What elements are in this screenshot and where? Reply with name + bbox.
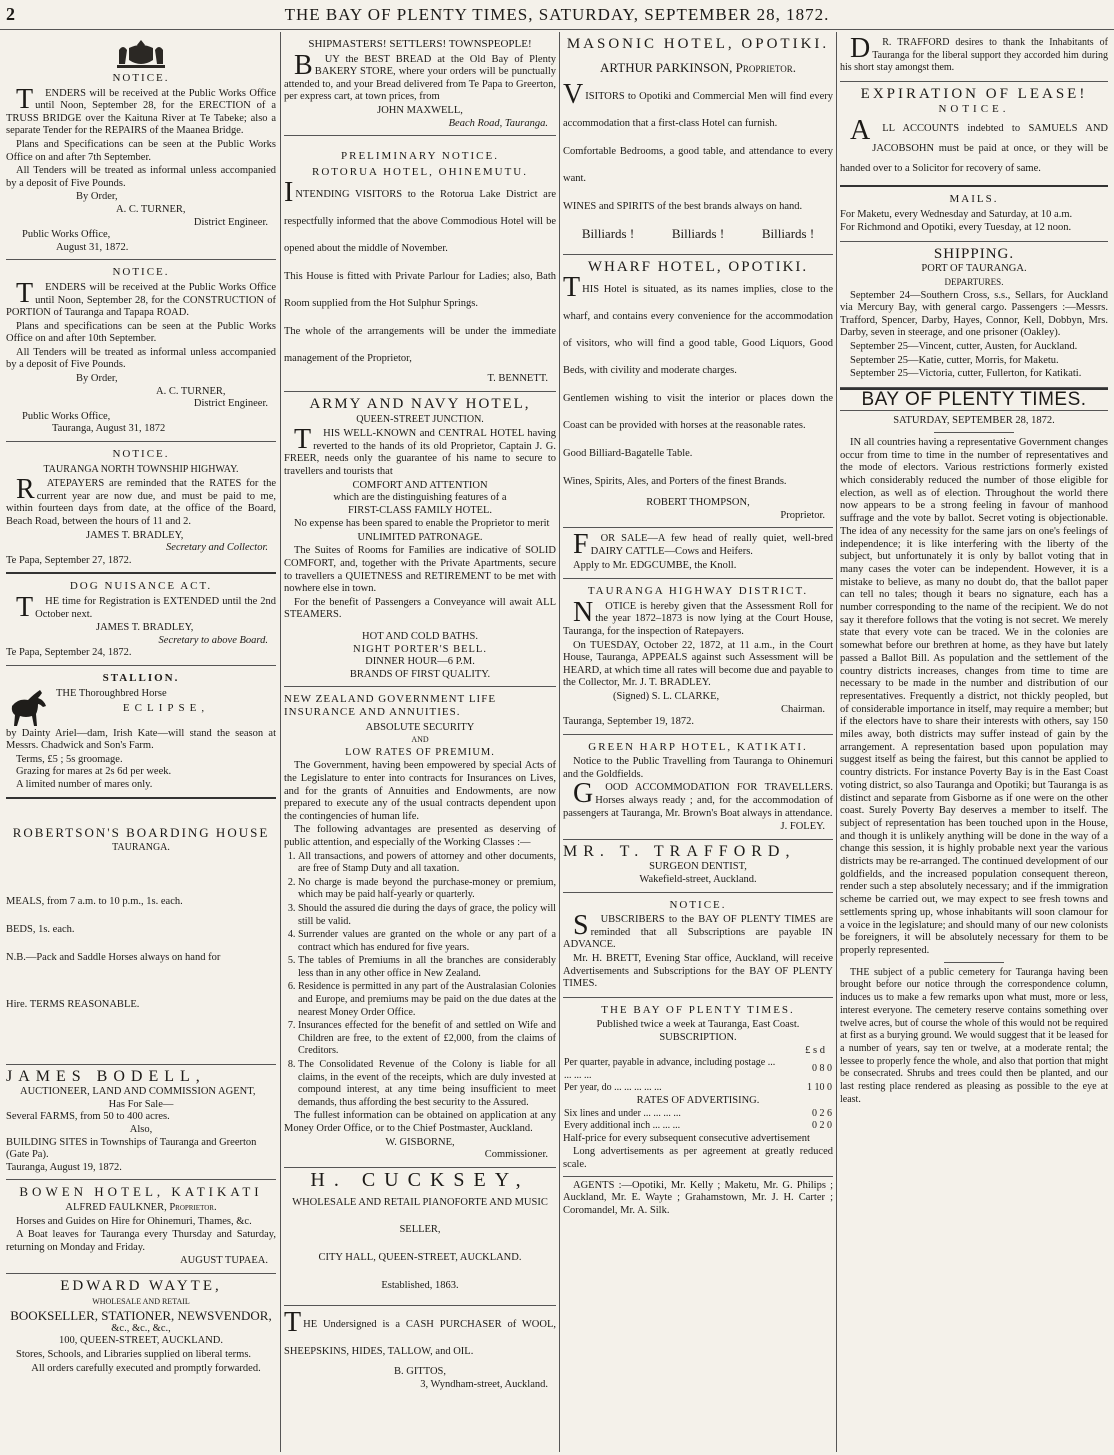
rates-heading: RATES OF ADVERTISING. [636, 1094, 760, 1106]
highway-signed: (Signed) S. L. CLARKE, [613, 690, 720, 702]
army-body: No expense has been spared to enable the Proprietor to merit [294, 518, 550, 530]
bakery-heading: SHIPMASTERS! SETTLERS! TOWNSPEOPLE! [308, 38, 532, 50]
notice-heading: NOTICE. [669, 898, 727, 911]
army-which: which are the distinguishing features of a [333, 492, 507, 504]
bodell-role: AUCTIONEER, LAND AND COMMISSION AGENT, [20, 1086, 256, 1098]
greenharp-heading: GREEN HARP HOTEL, KATIKATI. [588, 740, 808, 753]
masonic-heading: MASONIC HOTEL, OPOTIKI. [566, 36, 830, 52]
nzlife-heading: NEW ZEALAND GOVERNMENT LIFE INSURANCE AND ANNUITIES. [284, 693, 497, 718]
bowen-prop: ALFRED FAULKNER, Proprietor. [65, 1202, 217, 1214]
nzlife-role: Commissioner. [484, 1149, 548, 1161]
rotorua-name: ROTORUA HOTEL, OHINEMUTU. [311, 165, 528, 178]
signer-role: Secretary to above Board. [158, 634, 268, 646]
billiards-label: Billiards ! [581, 226, 635, 242]
rotorua-body: INTENDING VISITORS to the Rotorua Lake District are respectfully informed that the above Commodious Hotel will be opened about the middle of November. [284, 177, 556, 255]
billiards-row [563, 228, 833, 241]
army-dinner: DINNER HOUR—6 P.M. [365, 656, 475, 668]
boarding-nb: N.B.—Pack and Saddle Horses always on hand for [6, 951, 221, 963]
notice-body: All Tenders will be treated as informal unless accompanied by a deposit of Five Pounds. [6, 165, 276, 189]
cucksey-est: Established, 1863. [381, 1280, 459, 1292]
masonic-body: Comfortable Bedrooms, a good table, and attendance to every want. [563, 146, 833, 185]
gittos-addr: 3, Wyndham-street, Auckland. [420, 1378, 548, 1390]
table-row [563, 1082, 833, 1095]
list-item: 2. No charge is made beyond the purchase-money or premium, which may be paid half-yearly or quarterly. [298, 877, 556, 902]
army-heading: ARMY AND NAVY HOTEL, [309, 395, 531, 412]
wayte-heading: EDWARD WAYTE, [60, 1278, 222, 1294]
by-order: By Order, [76, 373, 118, 385]
terms-long: Long advertisements as per agreement at greatly reduced scale. [563, 1146, 833, 1170]
editorial-body: THE subject of a public cemetery for Tauranga having been brought before our notice through the correspondence column, induces us to make a few remarks upon what must, more or less, interest everyone. The cemetery reserve contains something over twelve acres, but of course the whole of this would not be required at first as a burying ground. We would suggest that it be leased for a number of years, say ten or twelve, at a moderate rental; the lessee to properly fence the whole, and also that portion that might be consecrated. Shrubs and trees could then be planted, and our last resting place rendered as pleasing as possible to the eye at least. [840, 966, 1108, 1105]
cucksey-ad [284, 1168, 556, 1307]
subscription-table [563, 1057, 833, 1095]
nzlife-body: The fullest information can be obtained on application at any Money Order Office, or to the Chief Postmaster, Auckland. [284, 1110, 556, 1134]
notice-heading: NOTICE. [112, 72, 170, 84]
dog-nuisance-notice [6, 574, 276, 666]
shipping-dep: DEPARTURES. [944, 276, 1004, 287]
editorial-title: BAY OF PLENTY TIMES. [861, 388, 1087, 410]
notice-body: Mr. H. BRETT, Evening Star office, Auckland, will receive Advertisements and Subscriptions for the BAY OF PLENTY TIMES. [563, 953, 833, 990]
office: Public Works Office, [22, 229, 111, 241]
bakery-ad [284, 32, 556, 136]
stallion-terms: Terms, £5 ; 5s groomage. [16, 753, 123, 765]
list-item: 1. All transactions, and powers of attorney and other documents, are free of Stamp Duty and all taxation. [298, 851, 556, 876]
masonic-body: VISITORS to Opotiki and Commercial Men will find every accommodation that a first-class Hotel can furnish. [563, 79, 833, 130]
forsale-apply: Apply to Mr. EDGCUMBE, the Knoll. [573, 559, 737, 571]
dairy-cattle-ad [563, 528, 833, 579]
forsale-body: FOR SALE—A few head of really quiet, well-bred DAIRY CATTLE—Cows and Heifers. [573, 529, 833, 561]
mails-line: For Maketu, every Wednesday and Saturday, at 10 a.m. [840, 208, 1073, 220]
nzlife-signer: W. GISBORNE, [385, 1136, 455, 1148]
shipping-departure: September 25—Vincent, cutter, Austen, for Auckland. [850, 340, 1078, 352]
notice-heading: NOTICE. [112, 266, 170, 279]
list-item: 4. Surrender values are granted on the whole or any part of a contract which has endured for five years. [298, 929, 556, 954]
cucksey-addr: CITY HALL, QUEEN-STREET, AUCKLAND. [318, 1252, 522, 1264]
notice-body: Plans and specifications can be seen at the Public Works Office on and after 10th September. [6, 320, 276, 345]
bowen-body: Horses and Guides on Hire for Ohinemuri, Thames, &c. [16, 1215, 252, 1227]
date: Te Papa, September 27, 1872. [6, 554, 132, 566]
bakery-addr: Beach Road, Tauranga. [448, 117, 548, 129]
shipping-departure: September 25—Victoria, cutter, Fullerton, for Katikati. [850, 368, 1082, 380]
signer: JAMES T. BRADLEY, [96, 622, 194, 634]
billiards-label: Billiards ! [671, 226, 725, 242]
wayte-body: All orders carefully executed and promptly forwarded. [31, 1362, 261, 1374]
nzlife-advantages [298, 851, 556, 1110]
stallion-name: ECLIPSE, [122, 702, 210, 715]
green-harp-hotel-ad [563, 735, 833, 840]
bakery-body: BUY the BEST BREAD at the Old Bay of Plenty BAKERY STORE, where your orders will be punctually attended to, and your Bread delivered from Te Papa to Greerton, per express cart, at town prices, from [284, 49, 556, 103]
terms-half: Half-price for every subsequent consecutive advertisement [563, 1132, 810, 1144]
notice-body: Plans and Specifications can be seen at the Public Works Office on and after 7th September. [6, 138, 276, 163]
masonic-prop: ARTHUR PARKINSON, Proprietor. [600, 59, 796, 75]
table-row [563, 1120, 833, 1133]
bodell-farms: Several FARMS, from 50 to 400 acres. [6, 1111, 170, 1123]
notice-body: TENDERS will be received at the Public Works Office until Noon, September 28, for the ERECTION of a TRUSS BRIDGE over the Kaituna River at Te Tabeke; also a separate Tender for the REPAIRS of the Maanea Bridge. [6, 83, 276, 137]
notice-body: TENDERS will be received at the Public Works Office until Noon, September 28, for the CONSTRUCTION of PORTION of Tauranga and Tapapa ROAD. [6, 277, 276, 319]
army-comfort: COMFORT AND ATTENTION [352, 479, 488, 491]
signer: A. C. TURNER, [116, 203, 186, 215]
army-first: FIRST-CLASS FAMILY HOTEL. [347, 504, 493, 516]
bakery-signer: JOHN MAXWELL, [377, 104, 463, 116]
lease-sub: NOTICE. [938, 103, 1010, 116]
highway-heading: TAURANGA HIGHWAY DISTRICT. [587, 585, 809, 598]
lease-body: ALL ACCOUNTS indebted to SAMUELS AND JACOBSOHN must be paid at once, or they will be handed over to a Solicitor for recovery of same. [840, 114, 1108, 174]
tender-notice-road [6, 260, 276, 442]
trafford-dentist-ad [563, 840, 833, 893]
trafford-thanks: DR. TRAFFORD desires to thank the Inhabitants of Tauranga for the liberal support they accorded him during his short stay amongst them. [840, 33, 1108, 74]
notice-body: SUBSCRIBERS to the BAY OF PLENTY TIMES are reminded that all Subscriptions are payable IN ADVANCE. [563, 910, 833, 951]
boarding-hire: Hire. TERMS REASONABLE. [6, 998, 140, 1010]
highway-date: Tauranga, September 19, 1872. [563, 716, 695, 728]
wharf-heading: WHARF HOTEL, OPOTIKI. [587, 258, 809, 275]
billiards-label: Billiards ! [761, 226, 815, 242]
table-cell: Six lines and under ... ... ... ... [564, 1107, 681, 1119]
mails-notice [840, 187, 1108, 242]
notice-body: RATEPAYERS are reminded that the RATES for the current year are now due, and must be paid to me, within fourteen days from date, at the office of the Board, Beach Road, between the hours of 11 and 2. [6, 474, 276, 527]
bowen-heading: BOWEN HOTEL, KATIKATI [19, 1184, 263, 1200]
army-body: The Suites of Rooms for Families are indicative of SOLID COMFORT, and, together with the Private Apartments, secure to travellers a QUIETNESS and RETIREMENT to be met with nowhere else in town. [284, 545, 556, 595]
greenharp-signer: J. FOLEY. [780, 821, 825, 833]
wharf-role: Proprietor. [780, 510, 825, 522]
masthead [0, 0, 1114, 30]
wharf-body: Good Billiard-Bagatelle Table. [563, 448, 693, 460]
bowen-signer: AUGUST TUPAEA. [180, 1255, 268, 1267]
column-rule [836, 32, 837, 1452]
table-cell: 0 8 0 [812, 1063, 832, 1075]
bodell-hasfor: Has For Sale— [108, 1098, 174, 1110]
boarding-house-ad [6, 799, 276, 1065]
list-item: 8. The Consolidated Revenue of the Colony is liable for all claims, in the event of the receipts, which are duly invested at compound interest, at any time being insufficient to meet demands, thus affording the best security to the Assured. [298, 1059, 556, 1109]
table-row [563, 1057, 833, 1082]
terms-agents: AGENTS :—Opotiki, Mr. Kelly ; Maketu, Mr. G. Philips ; Auckland, Mr. E. Wayte ; Grahamstown, Mr. J. H. Carter ; Coromandel, Mr. A. Silk. [563, 1179, 833, 1216]
shipping-notice [840, 242, 1108, 388]
army-brands: BRANDS OF FIRST QUALITY. [349, 668, 491, 680]
nz-life-insurance-ad [284, 687, 556, 1167]
subscribers-notice [563, 893, 833, 998]
rotorua-body: The whole of the arrangements will be under the immediate management of the Proprietor, [284, 326, 556, 365]
horse-icon [6, 688, 52, 728]
editorial-date: SATURDAY, SEPTEMBER 28, 1872. [893, 415, 1055, 427]
greenharp-body: Notice to the Public Travelling from Tauranga to Ohinemuri and the Goldfields. [563, 756, 833, 780]
boarding-beds: BEDS, 1s. each. [6, 923, 75, 935]
notice-body: THE time for Registration is EXTENDED until the 2nd October next. [16, 591, 276, 623]
table-cell: Per quarter, payable in advance, including postage ... ... ... ... [564, 1057, 776, 1081]
stallion-line: THE Thoroughbred Horse [56, 687, 167, 699]
page-number: 2 [6, 4, 15, 24]
highway-body: On TUESDAY, October 22, 1872, at 11 a.m., in the Court House, Tauranga, APPEALS against such Assessment will be HEARD, at which time all rates will become due and payable to the Collector, Mr. J. T. BRADLEY. [563, 639, 833, 689]
nzlife-and: AND [411, 735, 429, 745]
list-item: 3. Should the assured die during the days of grace, the policy will still be valid. [298, 903, 556, 928]
army-baths: HOT AND COLD BATHS. [362, 631, 478, 643]
boarding-meals: MEALS, from 7 a.m. to 10 p.m., 1s. each. [6, 895, 183, 907]
signer: A. C. TURNER, [156, 385, 226, 397]
stallion-grazing: Grazing for mares at 2s 6d per week. [16, 766, 172, 778]
table-cell: 0 2 0 [812, 1120, 832, 1132]
rotorua-signer: T. BENNETT. [487, 373, 548, 385]
masonic-body: WINES and SPIRITS of the best brands always on hand. [563, 201, 803, 213]
wayte-ad [6, 1274, 276, 1381]
signer-role: District Engineer. [193, 398, 268, 410]
lease-notice [840, 82, 1108, 187]
shipping-departure: September 25—Katie, cutter, Morris, for Maketu. [850, 354, 1059, 366]
bodell-ad [6, 1065, 276, 1181]
signer-role: Secretary and Collector. [166, 542, 268, 554]
mails-heading: MAILS. [949, 192, 999, 205]
table-cell: 1 10 0 [807, 1082, 832, 1094]
nzlife-body: The Government, having been empowered by special Acts of the Legislature to enter into contracts for Insurances on Lives, and for the grants of Annuities and Endowments, are now prepared to execute any of the usual contracts dependent upon the contingencies of human life. [284, 760, 556, 822]
army-navy-hotel-ad [284, 392, 556, 687]
lease-heading: EXPIRATION OF LEASE! [860, 85, 1088, 102]
wayte-role: BOOKSELLER, STATIONER, NEWSVENDOR, [10, 1308, 272, 1324]
boarding-place: TAURANGA. [112, 842, 170, 854]
boarding-heading: ROBERTSON'S BOARDING HOUSE [12, 824, 270, 840]
bodell-date: Tauranga, August 19, 1872. [6, 1161, 122, 1173]
table-row [563, 1108, 833, 1121]
masthead-title: THE BAY OF PLENTY TIMES, SATURDAY, SEPTEMBER 28, 1872. [284, 5, 830, 24]
editorial-body: IN all countries having a representative Government changes occur from time to time in the number of representatives and the mode of electors. Various restrictions formerly existed which considerably reduced the number of those eligible for election, as well as of election. Throughout the world there now appears to be a strong feeling in favour of manhood suffrage and the vote by ballot. Secret voting is objectionable. The idea of any necessity for the same jars on one's feelings of independence; it is like interfering with the liberty of the subject, but unfortunately it is only by ballot voting that in many cases the voter can be independent. However, it is a mistake to believe, as many no doubt do, that the ballot paper can tell no tales; though it bears no signature, each has a number corresponding to the name of the recipient. We do not say it therefore follows that the voting is not secret. We merely state that every vote can be traced. We in the colonies are somewhat before our brethren at home, as they have but lately passed a Ballot Bill. As population and the settlement of the country districts increases, changes from time to time are necessary to be made in the number and distribution of our representatives. Frequently a district, not thickly peopled, but of considerable importance in itself, may require a member; but if the electors have to share their interests with others, say 150 miles away, both districts may suffer instead of gain by the arrangement. A representation based upon population may suggest itself as being the fairest, but this cannot be applied to country districts. For instance Poverty Bay is in the East Coast voting district, so also Tauranga and Opotiki; but Tauranga is as distinct and separate from Gisborne as if one were on the other coast. Surely Poverty Bay deserves a member to itself. The subject of representation has been touched upon in the House, and though it is unlikely anything will be done in the way of a change this session, it is highly probable next year the various districts may be re-arranged. The continued development of our goldfields, and the increased population consequent thereon, render such a step absolutely necessary; and if the immigration scheme be carried out, we may expect to see fresh towns and settlements spring up, whose inhabitants will soon clamour for a voice in the legislature; and should many of our new colonists be foreigners, it will be absolutely necessary for them to be properly represented. [840, 436, 1108, 956]
mails-line: For Richmond and Opotiki, every Tuesday, at 12 noon. [840, 222, 1072, 234]
notice-subheading: TAURANGA NORTH TOWNSHIP HIGHWAY. [43, 463, 239, 475]
terms-heading: THE BAY OF PLENTY TIMES. [601, 1003, 795, 1016]
masonic-hotel-ad [563, 32, 833, 255]
gittos-body: THE Undersigned is a CASH PURCHASER of WOOL, SHEEPSKINS, HIDES, TALLOW, and OIL. [284, 1307, 556, 1358]
column-2 [284, 32, 556, 1452]
wayte-addr: 100, QUEEN-STREET, AUCKLAND. [58, 1335, 223, 1347]
wayte-sub: WHOLESALE AND RETAIL [92, 1296, 190, 1306]
money-header: £ s d [805, 1044, 825, 1056]
rotorua-hotel-ad [284, 136, 556, 392]
notice-heading: DOG NUISANCE ACT. [69, 580, 213, 593]
nzlife-abs: ABSOLUTE SECURITY [365, 721, 475, 733]
table-cell: 0 2 6 [812, 1107, 832, 1119]
greenharp-body: GOOD ACCOMMODATION FOR TRAVELLERS. Horses always ready ; and, for the accommodation of passengers at Tauranga, Mr. Brown's Boat always in attendance. [563, 778, 833, 819]
tender-notice-bridge [6, 32, 276, 260]
advertising-table [563, 1108, 833, 1133]
highway-body: NOTICE is hereby given that the Assessment Roll for the year 1872–1873 is now lying at the Court House, Tauranga, for the inspection of Ratepayers. [563, 596, 833, 637]
shipping-departure: September 24—Southern Cross, s.s., Sellars, for Auckland via Mercury Bay, with general cargo. Passengers :—Messrs. Trafford, Spencer, Darby, Hayes, Connor, Kell, Dobbyn, Mrs. Darby, seven in steerage, and one prisoner (Oakley). [840, 289, 1108, 339]
signer-role: District Engineer. [193, 216, 268, 228]
cucksey-sub: WHOLESALE AND RETAIL PIANOFORTE AND MUSIC SELLER, [292, 1197, 548, 1236]
stallion-ad [6, 666, 276, 799]
army-porter: NIGHT PORTER'S BELL. [353, 643, 487, 655]
wayte-etc: &c., &c., &c., [111, 1322, 171, 1334]
list-item: 5. The tables of Premiums in all the branches are considerably less than in any other office in New Zealand. [298, 955, 556, 980]
column-rule [559, 32, 560, 1452]
wharf-body: Gentlemen wishing to visit the interior or places down the Coast can be provided with horses at the reasonable rates. [563, 393, 833, 432]
column-3 [563, 32, 833, 1452]
shipping-heading: SHIPPING. [933, 245, 1015, 262]
bowen-body: A Boat leaves for Tauranga every Thursday and Saturday, returning on Monday and Friday. [6, 1229, 276, 1253]
shipping-port: PORT OF TAURANGA. [921, 263, 1027, 275]
stallion-heading: STALLION. [102, 671, 180, 684]
army-body: For the benefit of Passengers a Conveyance will await ALL STEAMERS. [284, 596, 556, 621]
notice-body: All Tenders will be treated as informal unless accompanied by a deposit of Five Pounds. [6, 346, 276, 371]
column-rule [280, 32, 281, 1452]
list-item: 7. Insurances effected for the benefit of and settled on Wife and Children are free, to the extent of £2,000, from the claims of Creditors. [298, 1020, 556, 1058]
army-sub: QUEEN-STREET JUNCTION. [356, 413, 484, 425]
notice-heading: NOTICE. [112, 448, 170, 461]
trafford-thanks-ad [840, 32, 1108, 82]
bodell-sites: BUILDING SITES in Townships of Tauranga and Greerton (Gate Pa). [6, 1136, 257, 1161]
army-body: THIS WELL-KNOWN and CENTRAL HOTEL having reverted to the hands of its old Proprietor, Captain J. G. FREER, needs only the guarantee of his name to secure to travellers and tourists that [284, 424, 556, 477]
column-1 [6, 32, 276, 1452]
table-cell: Per year, do ... ... ... ... ... [564, 1082, 662, 1094]
trafford-heading: MR. T. TRAFFORD, [563, 842, 796, 860]
editorial [840, 388, 1108, 1107]
terms-pub: Published twice a week at Tauranga, East Coast. [596, 1019, 800, 1031]
wharf-body: THIS Hotel is situated, as its names implies, close to the wharf, and contains every convenience for the accommodation of visitors, who will find a good table, Good Liquors, Good Beds, with civility and moderate charges. [563, 272, 833, 377]
trafford-addr: Wakefield-street, Auckland. [639, 874, 757, 886]
bodell-also: Also, [129, 1124, 153, 1136]
highway-role: Chairman. [780, 703, 825, 715]
rotorua-heading: PRELIMINARY NOTICE. [341, 150, 499, 163]
royal-crest-icon [111, 36, 171, 70]
rotorua-body: This House is fitted with Private Parlour for Ladies; also, Bath Room supplied from the Hot Sulphur Springs. [284, 271, 556, 310]
nzlife-body: The following advantages are presented as deserving of public attention, and especially of the Working Classes :— [284, 824, 556, 848]
column-4 [840, 32, 1108, 1452]
bowen-hotel-ad [6, 1180, 276, 1274]
signer: JAMES T. BRADLEY, [86, 529, 184, 541]
table-cell: Every additional inch ... ... ... [564, 1120, 681, 1132]
gittos-ad [284, 1306, 556, 1396]
wharf-body: Wines, Spirits, Ales, and Porters of the finest Brands. [563, 476, 787, 488]
stallion-limited: A limited number of mares only. [16, 778, 153, 790]
list-item: 6. Residence is permitted in any part of the Australasian Colonies and Europe, and premiums may be paid on the due dates at the nearest Money Order Office. [298, 981, 556, 1019]
stallion-body: by Dainty Ariel—dam, Irish Kate—will stand the season at Messrs. Chadwick and Son's Farm. [6, 727, 276, 752]
date: Tauranga, August 31, 1872 [52, 423, 166, 435]
rates-notice [6, 442, 276, 574]
nzlife-low: LOW RATES OF PREMIUM. [345, 746, 495, 758]
gittos-signer: B. GITTOS, [393, 1366, 447, 1378]
cucksey-heading: H. CUCKSEY, [310, 1168, 530, 1191]
terms-subscription: SUBSCRIPTION. [659, 1031, 737, 1043]
date: August 31, 1872. [56, 241, 129, 253]
wayte-body: Stores, Schools, and Libraries supplied on liberal terms. [16, 1348, 252, 1360]
by-order: By Order, [76, 191, 118, 203]
terms-ad [563, 998, 833, 1224]
army-unlimited: UNLIMITED PATRONAGE. [357, 531, 483, 543]
bodell-heading: JAMES BODELL, [6, 1067, 206, 1085]
wharf-hotel-ad [563, 255, 833, 529]
office: Public Works Office, [22, 410, 111, 422]
trafford-role: SURGEON DENTIST, [649, 861, 747, 873]
wharf-signer: ROBERT THOMPSON, [646, 497, 750, 509]
highway-district-ad [563, 579, 833, 735]
date: Te Papa, September 24, 1872. [6, 647, 132, 659]
